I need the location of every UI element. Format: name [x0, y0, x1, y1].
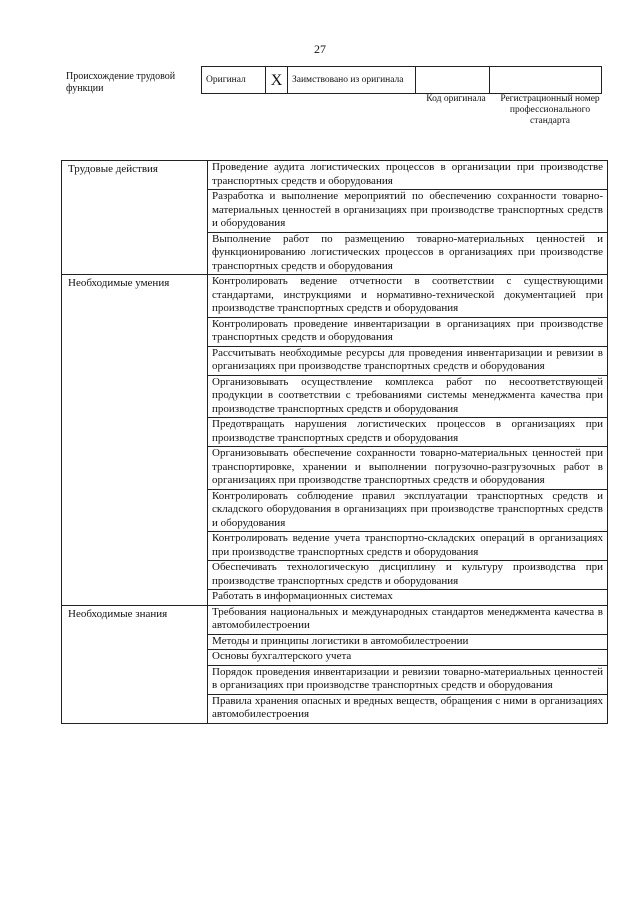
original-mark: X	[266, 67, 288, 94]
section-item: Организовывать осуществление комплекса работ по несоответствующей продукции в соответствии с требованиями системы менеджмента качества при производстве транспортных средств и оборудования	[208, 375, 608, 418]
section-title: Необходимые знания	[62, 605, 208, 723]
code-caption: Код оригинала	[426, 94, 486, 104]
section-title: Необходимые умения	[62, 275, 208, 606]
section-item: Проведение аудита логистических процессов в организации при производстве транспортных средств и оборудования	[208, 161, 608, 190]
section-item: Порядок проведения инвентаризации и ревизии товарно-материальных ценностей в организациях при производстве транспортных средств и оборудования	[208, 665, 608, 694]
section-item: Контролировать ведение отчетности в соответствии с существующими стандартами, инструкциями и нормативно-технической документацией при производстве транспортных средств и оборудования	[208, 275, 608, 318]
section-item: Правила хранения опасных и вредных веществ, обращения с ними в организациях автомобилестроения	[208, 694, 608, 723]
registration-caption: Регистрационный номер профессионального стандарта	[500, 94, 600, 126]
table-row	[62, 161, 608, 190]
section-title: Трудовые действия	[62, 161, 208, 275]
table-row	[62, 605, 608, 634]
registration-number-cell	[490, 67, 602, 94]
original-label: Оригинал	[202, 67, 266, 94]
section-item: Обеспечивать технологическую дисциплину и культуру производства при производстве транспортных средств и оборудования	[208, 561, 608, 590]
page-number: 27	[314, 42, 326, 56]
borrowed-label: Заимствовано из оригинала	[288, 67, 416, 94]
section-item: Организовывать обеспечение сохранности товарно-материальных ценностей при транспортировке, хранении и выполнении погрузочно-разгрузочных работ в организациях при производстве транспортных средств и оборудования	[208, 447, 608, 490]
section-item: Разработка и выполнение мероприятий по обеспечению сохранности товарно-материальных ценностей в организациях при производстве транспортных средств и оборудования	[208, 190, 608, 233]
table-row	[62, 275, 608, 318]
original-code-cell	[416, 67, 490, 94]
section-item: Предотвращать нарушения логистических процессов в организациях при производстве транспортных средств и оборудования	[208, 418, 608, 447]
section-item: Методы и принципы логистики в автомобилестроении	[208, 634, 608, 650]
section-item: Рассчитывать необходимые ресурсы для проведения инвентаризации и ревизии в организациях при производстве транспортных средств и оборудования	[208, 346, 608, 375]
section-item: Контролировать соблюдение правил эксплуатации транспортных средств и складского оборудования в организациях при производстве транспортных средств и оборудования	[208, 489, 608, 532]
section-item: Основы бухгалтерского учета	[208, 650, 608, 666]
section-item: Контролировать ведение учета транспортно-складских операций в организациях при производстве транспортных средств и оборудования	[208, 532, 608, 561]
section-item: Требования национальных и международных стандартов менеджмента качества в автомобилестроении	[208, 605, 608, 634]
origin-label: Происхождение трудовой функции	[66, 71, 176, 94]
section-item: Выполнение работ по размещению товарно-материальных ценностей и функционированию логистических процессов в организациях при производстве транспортных средств и оборудования	[208, 232, 608, 275]
section-item: Работать в информационных системах	[208, 590, 608, 606]
origin-table	[201, 66, 602, 94]
section-item: Контролировать проведение инвентаризации в организациях при производстве транспортных средств и оборудования	[208, 317, 608, 346]
labor-function-table	[61, 160, 608, 724]
